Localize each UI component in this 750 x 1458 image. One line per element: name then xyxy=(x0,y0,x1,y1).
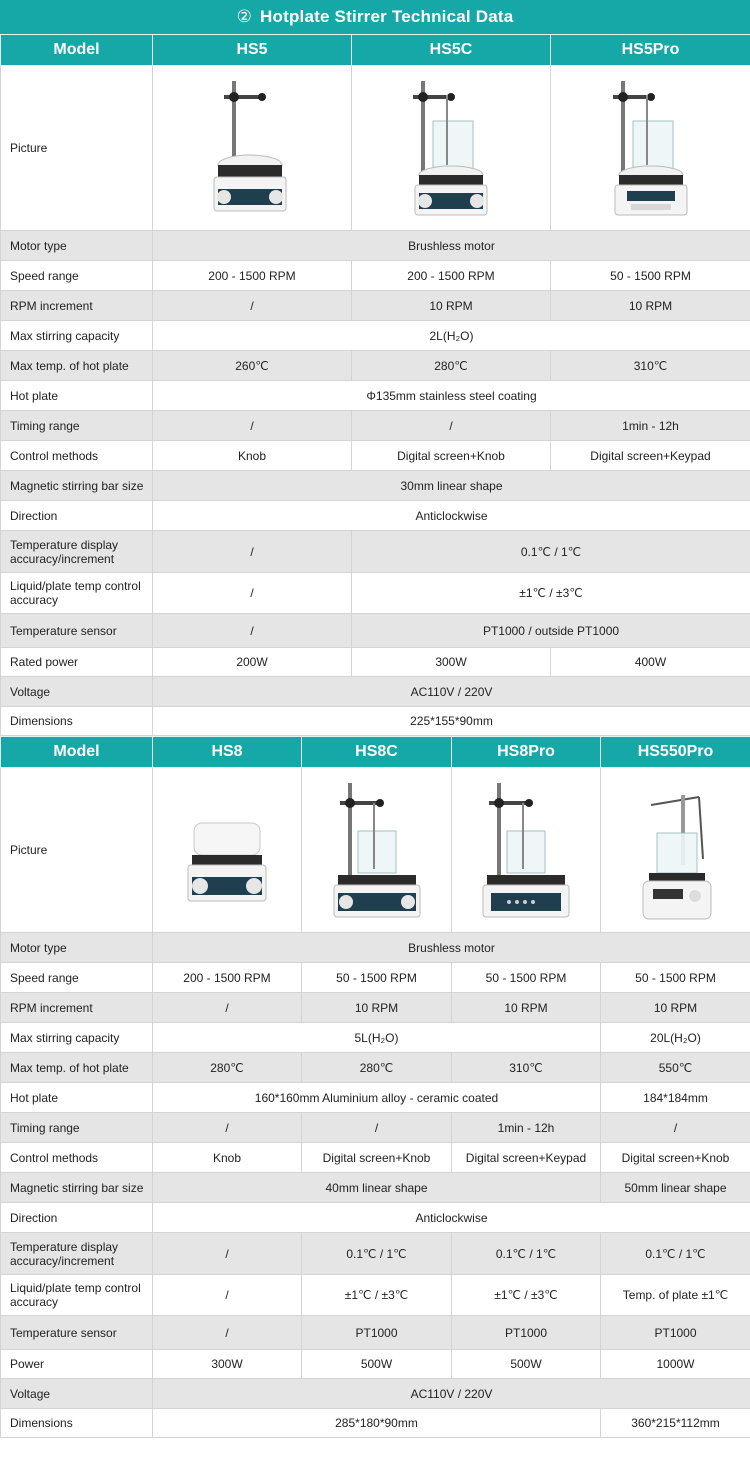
row-label: Rated power xyxy=(1,648,153,677)
row-max-temp xyxy=(1,1053,750,1083)
row-power xyxy=(1,1350,750,1379)
row-label: Control methods xyxy=(1,441,153,471)
cell-value: / xyxy=(153,614,352,648)
picture-row xyxy=(1,66,750,231)
cell-value: / xyxy=(153,411,352,441)
section-title xyxy=(0,0,750,34)
cell-value: PT1000 / outside PT1000 xyxy=(352,614,750,648)
cell-value: / xyxy=(601,1113,750,1143)
product-image-hs8c xyxy=(302,768,452,933)
cell-value: 10 RPM xyxy=(601,993,750,1023)
model-name: HS8Pro xyxy=(452,737,601,768)
cell-value: / xyxy=(153,573,352,614)
cell-value: 260℃ xyxy=(153,351,352,381)
cell-value: Φ135mm stainless steel coating xyxy=(153,381,750,411)
spec-table-hs8 xyxy=(0,736,750,1438)
row-hot-plate xyxy=(1,381,750,411)
cell-value: / xyxy=(153,531,352,573)
row-stirring-bar xyxy=(1,1173,750,1203)
row-control-methods xyxy=(1,441,750,471)
row-label: Max stirring capacity xyxy=(1,1023,153,1053)
row-dimensions xyxy=(1,1409,750,1438)
model-label: Model xyxy=(1,737,153,768)
row-label: Temperature sensor xyxy=(1,1316,153,1350)
cell-value: AC110V / 220V xyxy=(153,677,750,707)
cell-value: 200 - 1500 RPM xyxy=(352,261,551,291)
model-name: HS8C xyxy=(302,737,452,768)
cell-value: 280℃ xyxy=(153,1053,302,1083)
row-temp-sensor xyxy=(1,1316,750,1350)
cell-value: Digital screen+Knob xyxy=(601,1143,750,1173)
cell-value: 400W xyxy=(551,648,750,677)
row-label: Hot plate xyxy=(1,1083,153,1113)
row-label: Speed range xyxy=(1,261,153,291)
product-image-hs550pro xyxy=(601,768,750,933)
section-title-text: Hotplate Stirrer Technical Data xyxy=(260,7,514,26)
cell-value: 360*215*112mm xyxy=(601,1409,750,1438)
row-label: Direction xyxy=(1,501,153,531)
cell-value: 10 RPM xyxy=(452,993,601,1023)
model-name: HS8 xyxy=(153,737,302,768)
row-label: Liquid/plate temp control accuracy xyxy=(1,1275,153,1316)
cell-value: 50 - 1500 RPM xyxy=(452,963,601,993)
row-label: Hot plate xyxy=(1,381,153,411)
row-dimensions xyxy=(1,707,750,736)
row-timing-range xyxy=(1,1113,750,1143)
product-image-hs5 xyxy=(153,66,352,231)
row-temp-display xyxy=(1,1233,750,1275)
cell-value: 0.1℃ / 1℃ xyxy=(601,1233,750,1275)
cell-value: 200 - 1500 RPM xyxy=(153,261,352,291)
cell-value: / xyxy=(153,1113,302,1143)
row-label: Timing range xyxy=(1,411,153,441)
cell-value: 50 - 1500 RPM xyxy=(551,261,750,291)
cell-value: 550℃ xyxy=(601,1053,750,1083)
row-max-capacity xyxy=(1,321,750,351)
row-timing-range xyxy=(1,411,750,441)
cell-value: 50mm linear shape xyxy=(601,1173,750,1203)
cell-value: PT1000 xyxy=(601,1316,750,1350)
row-direction xyxy=(1,501,750,531)
row-hot-plate xyxy=(1,1083,750,1113)
row-label: Power xyxy=(1,1350,153,1379)
cell-value: 1min - 12h xyxy=(551,411,750,441)
row-temp-display xyxy=(1,531,750,573)
cell-value: PT1000 xyxy=(452,1316,601,1350)
cell-value: / xyxy=(153,993,302,1023)
cell-value: ±1℃ / ±3℃ xyxy=(452,1275,601,1316)
row-label: Dimensions xyxy=(1,707,153,736)
row-rpm-increment xyxy=(1,993,750,1023)
cell-value: 40mm linear shape xyxy=(153,1173,601,1203)
row-max-temp xyxy=(1,351,750,381)
cell-value: Anticlockwise xyxy=(153,501,750,531)
cell-value: 500W xyxy=(302,1350,452,1379)
cell-value: / xyxy=(153,1233,302,1275)
row-label: Voltage xyxy=(1,677,153,707)
section-number: ② xyxy=(236,7,253,26)
cell-value: 225*155*90mm xyxy=(153,707,750,736)
cell-value: ±1℃ / ±3℃ xyxy=(302,1275,452,1316)
row-label: Magnetic stirring bar size xyxy=(1,471,153,501)
row-temp-control-accuracy xyxy=(1,573,750,614)
row-motor-type xyxy=(1,231,750,261)
cell-value: / xyxy=(153,291,352,321)
picture-label: Picture xyxy=(1,768,153,933)
row-label: RPM increment xyxy=(1,291,153,321)
row-temp-control-accuracy xyxy=(1,1275,750,1316)
row-label: Motor type xyxy=(1,231,153,261)
row-label: Max temp. of hot plate xyxy=(1,351,153,381)
picture-label: Picture xyxy=(1,66,153,231)
cell-value: PT1000 xyxy=(302,1316,452,1350)
row-label: Motor type xyxy=(1,933,153,963)
row-rated-power xyxy=(1,648,750,677)
row-label: Voltage xyxy=(1,1379,153,1409)
row-control-methods xyxy=(1,1143,750,1173)
cell-value: 184*184mm xyxy=(601,1083,750,1113)
row-label: Direction xyxy=(1,1203,153,1233)
cell-value: Digital screen+Knob xyxy=(352,441,551,471)
spec-table-hs5 xyxy=(0,34,750,736)
cell-value: AC110V / 220V xyxy=(153,1379,750,1409)
cell-value: 10 RPM xyxy=(352,291,551,321)
cell-value: 310℃ xyxy=(551,351,750,381)
row-label: Magnetic stirring bar size xyxy=(1,1173,153,1203)
cell-value: / xyxy=(153,1316,302,1350)
product-image-hs8pro xyxy=(452,768,601,933)
picture-row xyxy=(1,768,750,933)
cell-value: 500W xyxy=(452,1350,601,1379)
cell-value: 50 - 1500 RPM xyxy=(601,963,750,993)
cell-value: 1min - 12h xyxy=(452,1113,601,1143)
cell-value: 0.1℃ / 1℃ xyxy=(352,531,750,573)
cell-value: / xyxy=(302,1113,452,1143)
cell-value: / xyxy=(153,1275,302,1316)
cell-value: Temp. of plate ±1℃ xyxy=(601,1275,750,1316)
cell-value: 30mm linear shape xyxy=(153,471,750,501)
cell-value: 310℃ xyxy=(452,1053,601,1083)
model-name: HS550Pro xyxy=(601,737,750,768)
cell-value: Digital screen+Knob xyxy=(302,1143,452,1173)
cell-value: Knob xyxy=(153,441,352,471)
row-label: Temperature display accuracy/increment xyxy=(1,1233,153,1275)
row-label: Speed range xyxy=(1,963,153,993)
row-label: Liquid/plate temp control accuracy xyxy=(1,573,153,614)
row-stirring-bar xyxy=(1,471,750,501)
cell-value: Anticlockwise xyxy=(153,1203,750,1233)
cell-value: Knob xyxy=(153,1143,302,1173)
cell-value: 0.1℃ / 1℃ xyxy=(302,1233,452,1275)
cell-value: 1000W xyxy=(601,1350,750,1379)
model-header-row xyxy=(1,737,750,768)
row-speed-range xyxy=(1,963,750,993)
row-label: Timing range xyxy=(1,1113,153,1143)
row-max-capacity xyxy=(1,1023,750,1053)
product-image-hs5pro xyxy=(551,66,750,231)
row-direction xyxy=(1,1203,750,1233)
cell-value: 10 RPM xyxy=(302,993,452,1023)
cell-value: 300W xyxy=(153,1350,302,1379)
cell-value: 10 RPM xyxy=(551,291,750,321)
model-name: HS5C xyxy=(352,35,551,66)
row-motor-type xyxy=(1,933,750,963)
row-label: Max stirring capacity xyxy=(1,321,153,351)
row-voltage xyxy=(1,1379,750,1409)
cell-value: Digital screen+Keypad xyxy=(551,441,750,471)
row-label: Temperature sensor xyxy=(1,614,153,648)
row-label: Max temp. of hot plate xyxy=(1,1053,153,1083)
model-header-row xyxy=(1,35,750,66)
cell-value: 280℃ xyxy=(302,1053,452,1083)
product-image-hs8 xyxy=(153,768,302,933)
cell-value: 285*180*90mm xyxy=(153,1409,601,1438)
cell-value: 2L(H₂O) xyxy=(153,321,750,351)
model-name: HS5Pro xyxy=(551,35,750,66)
row-speed-range xyxy=(1,261,750,291)
cell-value: Brushless motor xyxy=(153,231,750,261)
model-name: HS5 xyxy=(153,35,352,66)
row-label: RPM increment xyxy=(1,993,153,1023)
row-temp-sensor xyxy=(1,614,750,648)
model-label: Model xyxy=(1,35,153,66)
cell-value: 0.1℃ / 1℃ xyxy=(452,1233,601,1275)
cell-value: 50 - 1500 RPM xyxy=(302,963,452,993)
row-rpm-increment xyxy=(1,291,750,321)
row-label: Temperature display accuracy/increment xyxy=(1,531,153,573)
cell-value: 20L(H₂O) xyxy=(601,1023,750,1053)
row-label: Control methods xyxy=(1,1143,153,1173)
product-image-hs5c xyxy=(352,66,551,231)
cell-value: Digital screen+Keypad xyxy=(452,1143,601,1173)
cell-value: Brushless motor xyxy=(153,933,750,963)
row-voltage xyxy=(1,677,750,707)
cell-value: 200W xyxy=(153,648,352,677)
cell-value: 5L(H₂O) xyxy=(153,1023,601,1053)
cell-value: 280℃ xyxy=(352,351,551,381)
cell-value: / xyxy=(352,411,551,441)
row-label: Dimensions xyxy=(1,1409,153,1438)
cell-value: ±1℃ / ±3℃ xyxy=(352,573,750,614)
cell-value: 200 - 1500 RPM xyxy=(153,963,302,993)
cell-value: 160*160mm Aluminium alloy - ceramic coated xyxy=(153,1083,601,1113)
cell-value: 300W xyxy=(352,648,551,677)
